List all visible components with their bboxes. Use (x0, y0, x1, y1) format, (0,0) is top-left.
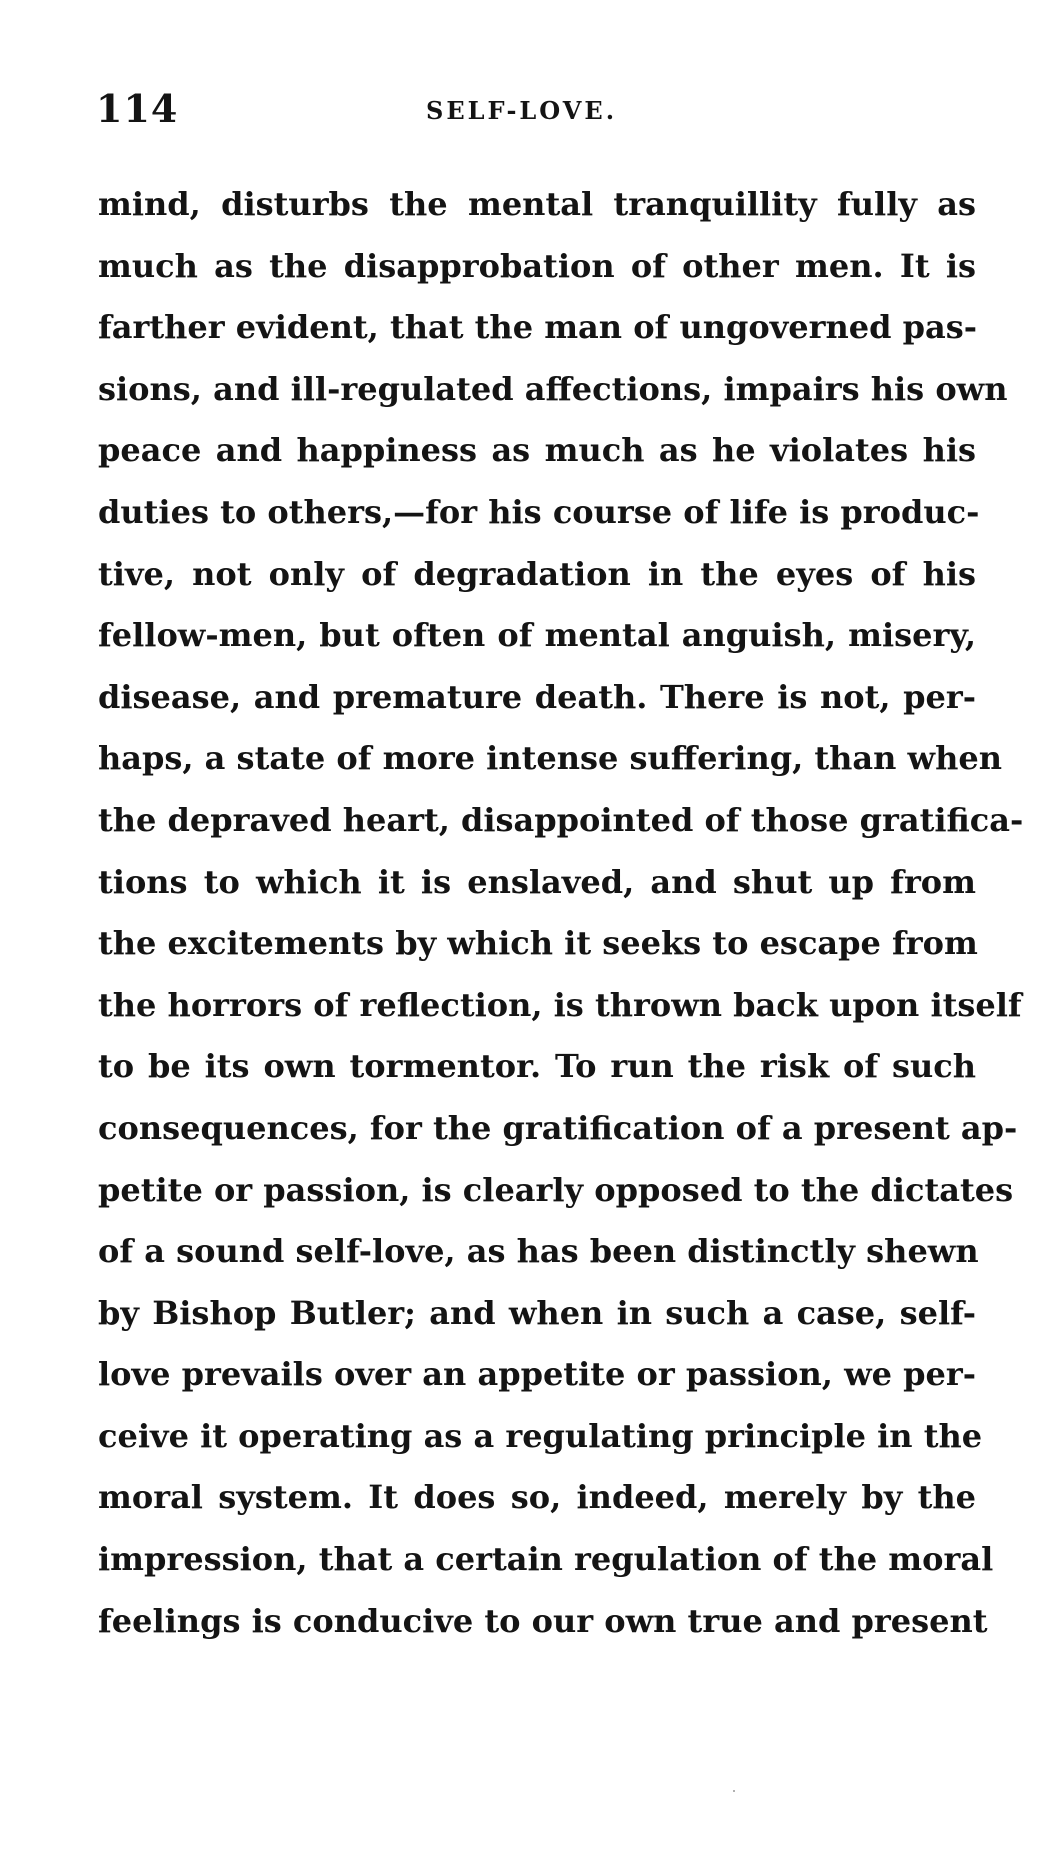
text-line: mind, disturbs the mental tranquillity fully as (98, 185, 976, 223)
text-line: of a sound self-love, as has been distinctly shewn (98, 1232, 979, 1271)
text-line: the depraved heart, disappointed of those gratifica- (98, 800, 1024, 839)
running-head: SELF-LOVE. (426, 96, 618, 125)
text-line: feelings is conducive to our own true and present (98, 1601, 988, 1640)
text-line: consequences, for the gratification of a present ap- (98, 1108, 1018, 1147)
text-line: petite or passion, is clearly opposed to the dictates (98, 1170, 1014, 1209)
text-line: ceive it operating as a regulating principle in the (98, 1416, 983, 1455)
text-line: by Bishop Butler; and when in such a case, self- (98, 1293, 976, 1332)
page-number: 114 (96, 86, 179, 131)
text-line: disease, and premature death. There is not, per- (98, 677, 976, 716)
text-line: duties to others,—for his course of life is produc- (98, 492, 980, 531)
body-text (98, 174, 1024, 1652)
text-line: farther evident, that the man of ungoverned pas- (98, 308, 978, 347)
text-line: sions, and ill-regulated affections, impairs his own (98, 369, 1008, 408)
text-line: tive, not only of degradation in the eyes of his (98, 554, 976, 593)
text-line: fellow-men, but often of mental anguish, misery, (98, 616, 976, 655)
text-line: moral system. It does so, indeed, merely by the (98, 1478, 976, 1517)
text-line: peace and happiness as much as he violates his (98, 431, 976, 470)
text-line: to be its own tormentor. To run the risk of such (98, 1047, 976, 1086)
text-line: impression, that a certain regulation of the moral (98, 1540, 994, 1579)
text-line: haps, a state of more intense suffering, than when (98, 739, 1002, 778)
text-line: the excitements by which it seeks to escape from (98, 924, 978, 963)
page-header (96, 86, 976, 136)
text-line: the horrors of reflection, is thrown back upon itself (98, 985, 1022, 1024)
text-line: love prevails over an appetite or passion, we per- (98, 1355, 976, 1394)
text-line: tions to which it is enslaved, and shut up from (98, 862, 976, 901)
text-line: much as the disapprobation of other men. It is (98, 246, 976, 285)
page-speck (733, 1790, 735, 1792)
